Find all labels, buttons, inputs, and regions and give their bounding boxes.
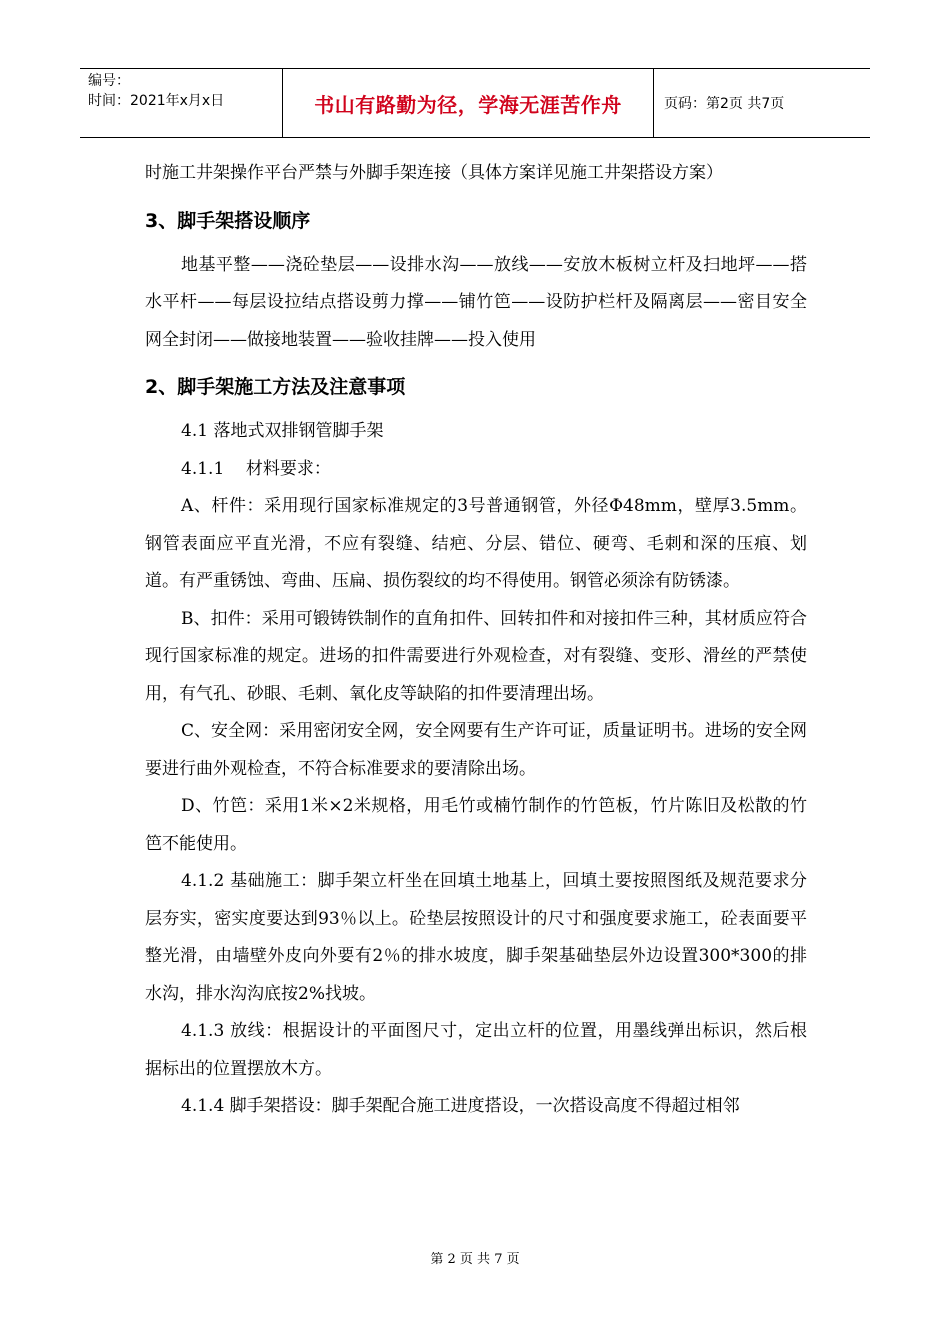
section-heading: 2、脚手架施工方法及注意事项 [145,376,406,398]
number-label: 编号： [88,73,130,89]
paragraph: 时施工井架操作平台严禁与外脚手架连接（具体方案详见施工井架搭设方案） [145,163,723,183]
paragraph: 4.1.1 材料要求： [181,458,331,479]
paragraph: 4.1.4 脚手架搭设：脚手架配合施工进度搭设，一次搭设高度不得超过相邻 [181,1096,740,1116]
page-header [80,68,870,138]
section-heading: 3、脚手架搭设顺序 [145,209,311,232]
paragraph: C、安全网：采用密闭安全网，安全网要有生产许可证，质量证明书。进场的安全网要进行曲外观检查，不符合标准要求的要清除出场。 [145,721,807,779]
paragraph: 4.1.2 基础施工：脚手架立杆坐在回填土地基上，回填土要按照图纸及规范要求分层夯实，密实度要达到93％以上。砼垫层按照设计的尺寸和强度要求施工，砼表面要平整光滑，由墙壁外皮向外要有2％的排水坡度，脚手架基础垫层外边设置300*300的排水沟，排水沟沟底按2%找坡。 [145,871,807,1004]
paragraph: 4.1.3 放线：根据设计的平面图尺寸，定出立杆的位置，用墨线弹出标识，然后根据标出的位置摆放木方。 [145,1021,807,1079]
paragraph: A、杆件：采用现行国家标准规定的3号普通钢管，外径Φ48mm，壁厚3.5mm。钢管表面应平直光滑，不应有裂缝、结疤、分层、错位、硬弯、毛刺和深的压痕、划道。有严重锈蚀、弯曲、压扁、损伤裂纹的均不得使用。钢管必须涂有防锈漆。 [145,496,807,591]
page-footer: 第 2 页 共 7 页 [430,1252,520,1267]
document-body [145,155,807,1126]
paragraph: B、扣件：采用可锻铸铁制作的直角扣件、回转扣件和对接扣件三种，其材质应符合现行国家标准的规定。进场的扣件需要进行外观检查，对有裂缝、变形、滑丝的严禁使用，有气孔、砂眼、毛刺、氧化皮等缺陷的扣件要清理出场。 [145,608,807,704]
time-label: 时间：2021年x月x日 [88,93,225,109]
paragraph: 4.1 落地式双排钢管脚手架 [181,421,384,441]
header-motto-cell [283,69,654,137]
paragraph: D、竹笆：采用1米×2米规格，用毛竹或楠竹制作的竹笆板，竹片陈旧及松散的竹笆不能使用。 [145,796,807,854]
paragraph: 地基平整——浇砼垫层——设排水沟——放线——安放木板树立杆及扫地坪——搭水平杆——每层设拉结点搭设剪力撑——铺竹笆——设防护栏杆及隔离层——密目安全网全封闭——做接地装置——验收挂牌——投入使用 [145,254,807,350]
header-motto: 书山有路勤为径，学海无涯苦作舟 [314,92,622,117]
header-meta [80,69,283,137]
header-page-info: 页码：第2页 共7页 [664,96,785,112]
